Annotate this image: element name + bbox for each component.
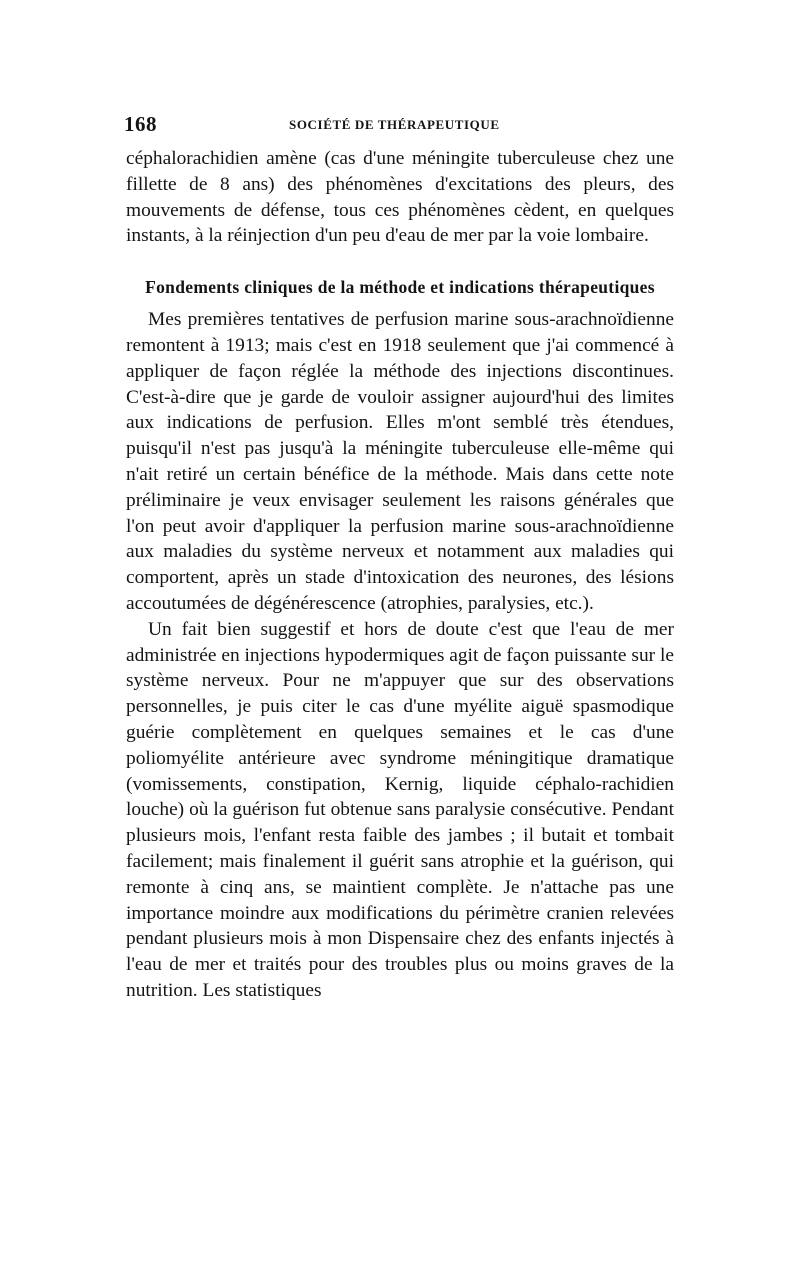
book-page xyxy=(126,112,674,1004)
paragraph-perfusion-history: Mes premières tentatives de perfusion marine sous-arachnoïdienne remontent à 1913; mais c'est en 1918 seulement que j'ai commencé à appliquer de façon réglée la méthode des injections discontinues. C'est-à-dire que je garde de vouloir assigner aujourd'hui des limites aux indications de perfusion. Elles m'ont semblé très étendues, puisqu'il n'est pas jusqu'à la méningite tuberculeuse elle-même qui n'ait retiré un certain bénéfice de la méthode. Mais dans cette note préliminaire je veux envisager seulement les raisons générales que l'on peut avoir d'appliquer la perfusion marine sous-arachnoïdienne aux maladies du système nerveux et notamment aux maladies qui comportent, après un stade d'intoxication des neurones, des lésions accoutumées de dégénérescence (atrophies, paralysies, etc.). xyxy=(126,309,674,614)
page-number: 168 xyxy=(124,112,157,136)
section-heading: Fondements cliniques de la méthode et indications thérapeutiques xyxy=(145,277,655,298)
running-head xyxy=(126,112,674,148)
journal-title: SOCIÉTÉ DE THÉRAPEUTIQUE xyxy=(289,117,500,132)
paragraph-sea-water-effects: Un fait bien suggestif et hors de doute c'est que l'eau de mer administrée en injections hypodermiques agit de façon puissante sur le système nerveux. Pour ne m'appuyer que sur des observations personnelles, je puis citer le cas d'une myélite aiguë spasmodique guérie complètement en quelques semaines et le cas d'une poliomyélite antérieure avec syndrome méningitique dramatique (vomissements, constipation, Kernig, liquide céphalo-rachidien louche) où la guérison fut obtenue sans paralysie consécutive. Pendant plusieurs mois, l'enfant resta faible des jambes ; il butait et tombait facilement; mais finalement il guérit sans atrophie et la guérison, qui remonte à cinq ans, se maintient complète. Je n'attache pas une importance moindre aux modifications du périmètre cranien relevées pendant plusieurs mois à mon Dispensaire chez des enfants injectés à l'eau de mer et traités pour des troubles plus ou moins graves de la nutrition. Les statistiques xyxy=(126,618,674,1001)
opening-paragraph: céphalorachidien amène (cas d'une méningite tuberculeuse chez une fillette de 8 ans) des phénomènes d'excitations des pleurs, des mouvements de défense, tous ces phénomènes cèdent, en quelques instants, à la réinjection d'un peu d'eau de mer par la voie lombaire. xyxy=(126,148,674,247)
